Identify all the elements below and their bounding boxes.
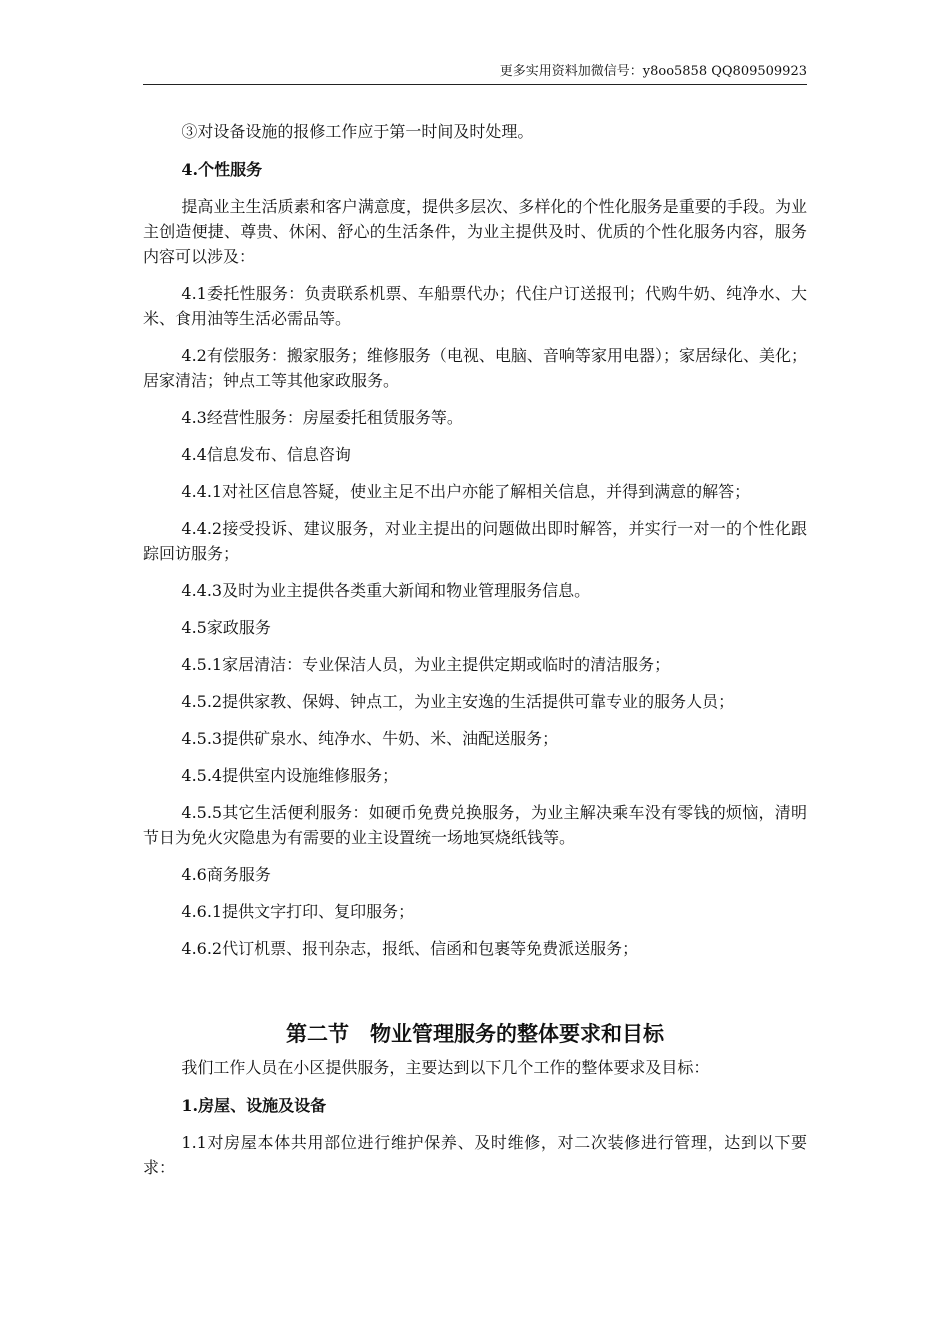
paragraph: 4.5.3提供矿泉水、纯净水、牛奶、米、油配送服务； <box>181 729 559 748</box>
document-body <box>143 119 807 1180</box>
paragraph: 4.5.4提供室内设施维修服务； <box>181 766 399 785</box>
paragraph: 4.5.5其它生活便利服务：如硬币免费兑换服务，为业主解决乘车没有零钱的烦恼，清明节日为免火灾隐患为有需要的业主设置统一场地冥烧纸钱等。 <box>143 803 807 847</box>
paragraph: 4.2有偿服务：搬家服务；维修服务（电视、电脑、音响等家用电器）；家居绿化、美化；居家清洁；钟点工等其他家政服务。 <box>143 346 807 390</box>
subheading-buildings-facilities: 1.房屋、设施及设备 <box>181 1096 327 1115</box>
paragraph: 4.4.2接受投诉、建议服务，对业主提出的问题做出即时解答，并实行一对一的个性化跟踪回访服务； <box>143 519 807 563</box>
header-divider <box>143 84 807 85</box>
paragraph: 4.6.2代订机票、报刊杂志，报纸、信函和包裹等免费派送服务； <box>181 939 639 958</box>
paragraph: 4.5.1家居清洁：专业保洁人员，为业主提供定期或临时的清洁服务； <box>181 655 671 674</box>
paragraph: 4.5.2提供家教、保姆、钟点工，为业主安逸的生活提供可靠专业的服务人员； <box>181 692 735 711</box>
paragraph: 4.4.3及时为业主提供各类重大新闻和物业管理服务信息。 <box>181 581 591 600</box>
paragraph: 4.4.1对社区信息答疑，使业主足不出户亦能了解相关信息，并得到满意的解答； <box>181 482 751 501</box>
section-title: 第二节 物业管理服务的整体要求和目标 <box>286 1022 664 1046</box>
subheading-personalized-service: 4.个性服务 <box>181 160 263 179</box>
paragraph: 提高业主生活质素和客户满意度，提供多层次、多样化的个性化服务是重要的手段。为业主创造便捷、尊贵、休闲、舒心的生活条件，为业主提供及时、优质的个性化服务内容，服务内容可以涉及： <box>143 197 807 266</box>
paragraph: 1.1对房屋本体共用部位进行维护保养、及时维修，对二次装修进行管理，达到以下要求： <box>143 1133 807 1177</box>
paragraph: 4.5家政服务 <box>181 618 271 637</box>
paragraph: ③对设备设施的报修工作应于第一时间及时处理。 <box>181 122 534 141</box>
paragraph: 4.1委托性服务：负责联系机票、车船票代办；代住户订送报刊；代购牛奶、纯净水、大米、食用油等生活必需品等。 <box>143 284 807 328</box>
paragraph: 4.4信息发布、信息咨询 <box>181 445 351 464</box>
paragraph: 4.3经营性服务：房屋委托租赁服务等。 <box>181 408 463 427</box>
paragraph: 4.6商务服务 <box>181 865 271 884</box>
page-header: 更多实用资料加微信号：y8oo5858 QQ809509923 <box>499 64 807 79</box>
paragraph: 4.6.1提供文字打印、复印服务； <box>181 902 415 921</box>
section-intro: 我们工作人员在小区提供服务，主要达到以下几个工作的整体要求及目标： <box>181 1058 710 1077</box>
